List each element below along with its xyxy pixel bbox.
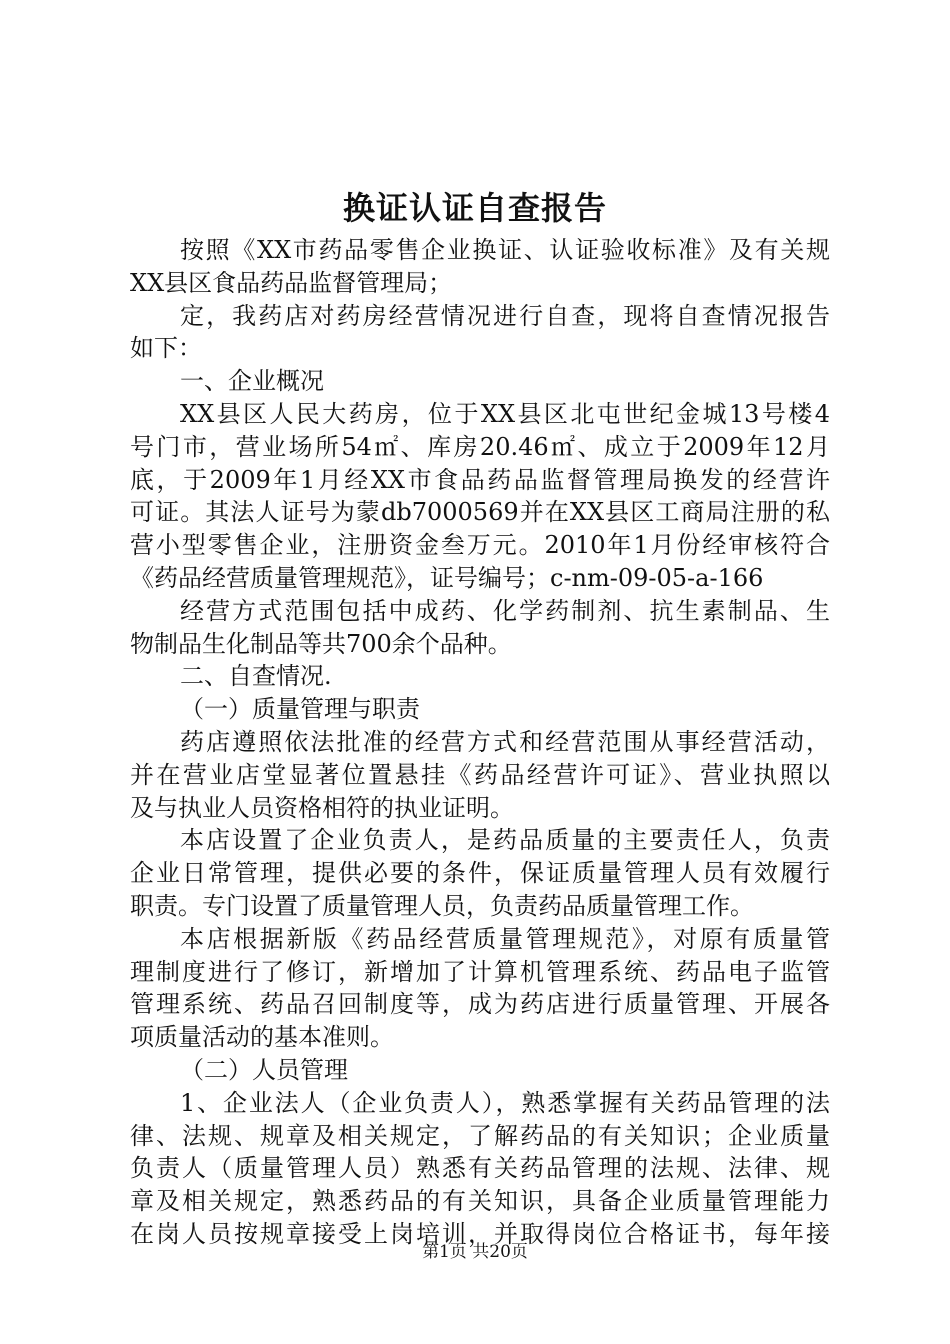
text-line: 律、法规、规章及相关规定，了解药品的有关知识；企业质量 xyxy=(130,1121,830,1150)
text-line: 按照《XX市药品零售企业换证、认证验收标准》及有关规 xyxy=(180,236,830,264)
text-line: 底，于2009年1月经XX市食品药品监督管理局换发的经营许 xyxy=(130,465,830,494)
text-line: （一）质量管理与职责 xyxy=(180,695,420,724)
text-line: 本店设置了企业负责人，是药品质量的主要责任人，负责 xyxy=(180,826,830,855)
text-line: 及与执业人员资格相符的执业证明。 xyxy=(130,793,514,822)
text-line: 号门市，营业场所54㎡、库房20.46㎡、成立于2009年12月 xyxy=(130,432,830,461)
text-line: 企业日常管理，提供必要的条件，保证质量管理人员有效履行 xyxy=(130,859,830,888)
page-footer: 第1页 共20页 xyxy=(422,1242,528,1262)
text-line: 经营方式范围包括中成药、化学药制剂、抗生素制品、生 xyxy=(180,596,830,625)
text-line: 物制品生化制品等共700余个品种。 xyxy=(130,629,512,658)
text-line: 一、企业概况 xyxy=(180,367,324,396)
text-line: 项质量活动的基本准则。 xyxy=(130,1023,394,1052)
text-line: 本店根据新版《药品经营质量管理规范》，对原有质量管 xyxy=(180,924,830,953)
text-line: 药店遵照依法批准的经营方式和经营范围从事经营活动， xyxy=(180,727,830,756)
text-line: 如下： xyxy=(130,334,202,363)
text-line: XX县区食品药品监督管理局； xyxy=(130,268,453,297)
text-line: 营小型零售企业，注册资金叁万元。2010年1月份经审核符合 xyxy=(130,531,830,560)
text-line: 《药品经营质量管理规范》，证号编号；c-nm-09-05-a-166 xyxy=(130,563,764,592)
text-line: 负责人（质量管理人员）熟悉有关药品管理的法规、法律、规 xyxy=(130,1154,830,1183)
text-line: 章及相关规定，熟悉药品的有关知识，具备企业质量管理能力 xyxy=(130,1187,830,1216)
text-line: 二、自查情况. xyxy=(180,662,332,691)
text-line: XX县区人民大药房，位于XX县区北屯世纪金城13号楼4 xyxy=(180,399,830,428)
document-title: 换证认证自查报告 xyxy=(342,189,607,227)
text-line: 在岗人员按规章接受上岗培训，并取得岗位合格证书，每年接 xyxy=(130,1219,830,1248)
text-line: 并在营业店堂显著位置悬挂《药品经营许可证》、营业执照以 xyxy=(130,760,830,789)
text-line: 管理系统、药品召回制度等，成为药店进行质量管理、开展各 xyxy=(130,990,830,1019)
text-line: （二）人员管理 xyxy=(180,1055,348,1084)
text-line: 职责。专门设置了质量管理人员，负责药品质量管理工作。 xyxy=(130,891,754,920)
text-line: 可证。其法人证号为蒙db7000569并在XX县区工商局注册的私 xyxy=(130,498,830,527)
text-line: 1、企业法人（企业负责人），熟悉掌握有关药品管理的法 xyxy=(180,1088,830,1117)
text-line: 定，我药店对药房经营情况进行自查，现将自查情况报告 xyxy=(180,301,830,330)
document-body xyxy=(130,234,830,1251)
text-line: 理制度进行了修订，新增加了计算机管理系统、药品电子监管 xyxy=(130,957,830,986)
